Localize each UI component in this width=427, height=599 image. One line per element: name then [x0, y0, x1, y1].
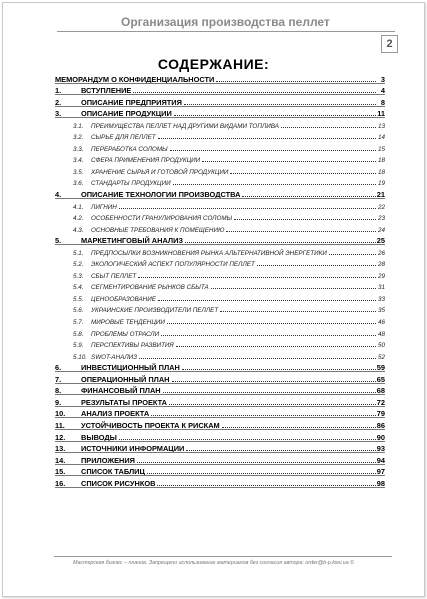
- toc-subsection-entry[interactable]: [55, 222, 385, 234]
- toc-section-entry[interactable]: [55, 442, 385, 454]
- toc-entry-label: ХРАНЕНИЕ СЫРЬЯ И ГОТОВОЙ ПРОДУКЦИИ: [91, 168, 229, 176]
- toc-section-entry[interactable]: [55, 407, 385, 419]
- toc-entry-number: 5.3.: [73, 272, 84, 280]
- toc-entry-label: ПРЕДПОСЫЛКИ ВОЗНИКНОВЕНИЯ РЫНКА АЛЬТЕРНАТИВНОЙ ЭНЕРГЕТИКИ: [91, 249, 327, 257]
- toc-section-entry[interactable]: [55, 384, 385, 396]
- toc-subsection-entry[interactable]: [55, 176, 385, 188]
- toc-entry-number: 6.: [55, 363, 62, 373]
- toc-entry-page: 33: [377, 295, 385, 303]
- toc-dot-leader: [119, 208, 376, 209]
- toc-subsection-entry[interactable]: [55, 164, 385, 176]
- footer-copyright: Мастерская бизнес – планов. Запрещено использование материалов без согласия автора: order@b-p.kiev.ua ©: [72, 560, 355, 566]
- toc-title: СОДЕРЖАНИЕ:: [157, 56, 270, 72]
- toc-dot-leader: [138, 277, 376, 278]
- toc-entry-page: 52: [377, 353, 385, 361]
- toc-dot-leader: [170, 150, 376, 151]
- toc-section-entry[interactable]: [55, 453, 385, 465]
- toc-entry-number: 8.: [55, 386, 62, 396]
- toc-entry-page: 4: [380, 86, 385, 96]
- toc-entry-page: 65: [376, 374, 385, 384]
- toc-entry-page: 59: [376, 363, 385, 373]
- toc-entry-page: 46: [377, 319, 385, 327]
- toc-entry-page: 31: [377, 284, 385, 292]
- toc-dot-leader: [158, 300, 376, 301]
- toc-entry-number: 5.9.: [73, 342, 84, 350]
- toc-section-entry[interactable]: [55, 84, 385, 96]
- toc-entry-label: СПИСОК РИСУНКОВ: [81, 478, 156, 488]
- toc-entry-label: УСТОЙЧИВОСТЬ ПРОЕКТА К РИСКАМ: [81, 420, 220, 430]
- toc-subsection-entry[interactable]: [55, 268, 385, 280]
- toc-dot-leader: [281, 127, 376, 128]
- toc-subsection-entry[interactable]: [55, 291, 385, 303]
- toc-section-entry[interactable]: [55, 187, 385, 199]
- toc-dot-leader: [230, 173, 376, 174]
- toc-entry-label: ПРИЛОЖЕНИЯ: [81, 455, 135, 465]
- toc-entry-label: СФЕРА ПРИМЕНЕНИЯ ПРОДУКЦИИ: [91, 157, 201, 165]
- toc-entry-number: 3.: [55, 109, 62, 119]
- toc-entry-label: ОСОБЕННОСТИ ГРАНУЛИРОВАНИЯ СОЛОМЫ: [91, 215, 233, 223]
- toc-section-entry[interactable]: [55, 72, 385, 84]
- toc-entry-number: 5.1.: [73, 249, 84, 257]
- toc-entry-page: 93: [376, 444, 385, 454]
- toc-subsection-entry[interactable]: [55, 338, 385, 350]
- toc-entry-number: 3.3.: [73, 145, 84, 153]
- toc-entry-number: 4.3.: [73, 226, 84, 234]
- toc-entry-number: 5.7.: [73, 319, 84, 327]
- toc-dot-leader: [182, 369, 376, 370]
- toc-subsection-entry[interactable]: [55, 211, 385, 223]
- toc-subsection-entry[interactable]: [55, 314, 385, 326]
- page-number: 2: [381, 35, 398, 53]
- table-of-contents: [55, 72, 385, 488]
- toc-dot-leader: [169, 404, 376, 405]
- toc-dot-leader: [173, 184, 376, 185]
- toc-entry-label: ПЕРЕРАБОТКА СОЛОМЫ: [91, 145, 168, 153]
- toc-entry-label: ОСНОВНЫЕ ТРЕБОВАНИЯ К ПОМЕЩЕНИЮ: [91, 226, 225, 234]
- toc-entry-number: 4.2.: [73, 215, 84, 223]
- toc-entry-number: 13.: [55, 444, 66, 454]
- toc-entry-page: 21: [376, 190, 385, 200]
- toc-entry-page: 79: [376, 409, 385, 419]
- toc-entry-page: 97: [376, 467, 385, 477]
- toc-entry-number: 5.8.: [73, 330, 84, 338]
- toc-entry-label: ОПИСАНИЕ ТЕХНОЛОГИИ ПРОИЗВОДСТВА: [81, 190, 241, 200]
- toc-entry-number: 3.1.: [73, 122, 84, 130]
- toc-entry-label: ОПИСАНИЕ ПРЕДПРИЯТИЯ: [81, 97, 182, 107]
- toc-entry-number: 5.: [55, 236, 62, 246]
- toc-dot-leader: [133, 92, 376, 93]
- toc-entry-number: 2.: [55, 97, 62, 107]
- toc-entry-label: ЭКОЛОГИЧЕСКИЙ АСПЕКТ ПОПУЛЯРНОСТИ ПЕЛЛЕТ: [91, 261, 255, 269]
- toc-entry-label: РЕЗУЛЬТАТЫ ПРОЕКТА: [81, 397, 167, 407]
- toc-subsection-entry[interactable]: [55, 130, 385, 142]
- toc-entry-page: 19: [377, 180, 385, 188]
- toc-entry-number: 5.10.: [73, 353, 88, 361]
- toc-entry-page: 3: [380, 74, 385, 84]
- document-header-title: Организация производства пеллет: [121, 15, 330, 29]
- toc-entry-label: ПРОБЛЕМЫ ОТРАСЛИ: [91, 330, 160, 338]
- toc-entry-label: ОПИСАНИЕ ПРОДУКЦИИ: [81, 109, 172, 119]
- footer-divider: [54, 556, 392, 557]
- toc-dot-leader: [220, 311, 376, 312]
- toc-entry-page: 94: [376, 455, 385, 465]
- toc-entry-number: 15.: [55, 467, 66, 477]
- toc-entry-label: МЕМОРАНДУМ О КОНФИДЕНЦИАЛЬНОСТИ: [55, 74, 215, 84]
- toc-entry-page: 28: [377, 261, 385, 269]
- toc-entry-label: ОПЕРАЦИОННЫЙ ПЛАН: [81, 374, 170, 384]
- toc-dot-leader: [158, 138, 376, 139]
- toc-subsection-entry[interactable]: [55, 199, 385, 211]
- toc-subsection-entry[interactable]: [55, 153, 385, 165]
- toc-entry-number: 4.: [55, 190, 62, 200]
- toc-dot-leader: [329, 254, 376, 255]
- toc-entry-label: АНАЛИЗ ПРОЕКТА: [81, 409, 150, 419]
- toc-entry-label: ЦЕНООБРАЗОВАНИЕ: [91, 295, 156, 303]
- toc-dot-leader: [147, 473, 376, 474]
- toc-entry-page: 29: [377, 272, 385, 280]
- toc-entry-page: 72: [376, 397, 385, 407]
- toc-section-entry[interactable]: [55, 430, 385, 442]
- toc-entry-label: СЫРЬЕ ДЛЯ ПЕЛЛЕТ: [91, 134, 156, 142]
- toc-entry-page: 48: [377, 330, 385, 338]
- toc-entry-number: 3.2.: [73, 134, 84, 142]
- toc-subsection-entry[interactable]: [55, 280, 385, 292]
- toc-entry-number: 5.2.: [73, 261, 84, 269]
- toc-dot-leader: [257, 265, 376, 266]
- toc-dot-leader: [234, 219, 376, 220]
- toc-entry-page: 18: [377, 157, 385, 165]
- toc-subsection-entry[interactable]: [55, 326, 385, 338]
- toc-dot-leader: [139, 358, 376, 359]
- toc-dot-leader: [216, 81, 376, 82]
- toc-entry-label: ПЕРСПЕКТИВЫ РАЗВИТИЯ: [91, 342, 174, 350]
- toc-dot-leader: [184, 104, 376, 105]
- toc-entry-number: 10.: [55, 409, 66, 419]
- toc-subsection-entry[interactable]: [55, 118, 385, 130]
- toc-entry-label: ИНВЕСТИЦИОННЫЙ ПЛАН: [81, 363, 180, 373]
- toc-entry-label: ВСТУПЛЕНИЕ: [81, 86, 132, 96]
- toc-section-entry[interactable]: [55, 95, 385, 107]
- toc-subsection-entry[interactable]: [55, 257, 385, 269]
- toc-subsection-entry[interactable]: [55, 141, 385, 153]
- toc-entry-label: МИРОВЫЕ ТЕНДЕНЦИИ: [91, 319, 165, 327]
- toc-dot-leader: [174, 115, 376, 116]
- toc-dot-leader: [226, 231, 376, 232]
- toc-entry-page: 26: [377, 249, 385, 257]
- toc-dot-leader: [172, 381, 376, 382]
- toc-entry-page: 18: [377, 168, 385, 176]
- toc-dot-leader: [137, 462, 376, 463]
- toc-entry-number: 11.: [55, 420, 65, 430]
- toc-dot-leader: [167, 323, 376, 324]
- toc-section-entry[interactable]: [55, 476, 385, 488]
- toc-subsection-entry[interactable]: [55, 349, 385, 361]
- toc-entry-number: 5.4.: [73, 284, 84, 292]
- toc-entry-number: 14.: [55, 455, 66, 465]
- toc-entry-page: 11: [377, 109, 385, 119]
- toc-entry-page: 98: [376, 478, 385, 488]
- toc-entry-label: СЕГМЕНТИРОВАНИЕ РЫНКОВ СБЫТА: [91, 284, 209, 292]
- toc-entry-number: 7.: [55, 374, 62, 384]
- toc-entry-number: 3.6.: [73, 180, 84, 188]
- toc-entry-number: 12.: [55, 432, 66, 442]
- toc-section-entry[interactable]: [55, 361, 385, 373]
- toc-entry-label: СПИСОК ТАБЛИЦ: [81, 467, 145, 477]
- toc-dot-leader: [151, 415, 376, 416]
- toc-entry-label: ПРЕИМУЩЕСТВА ПЕЛЛЕТ НАД ДРУГИМИ ВИДАМИ ТОПЛИВА: [91, 122, 279, 130]
- toc-entry-number: 5.6.: [73, 307, 84, 315]
- toc-section-entry[interactable]: [55, 234, 385, 246]
- toc-dot-leader: [176, 346, 376, 347]
- toc-entry-page: 15: [377, 145, 385, 153]
- toc-entry-number: 3.4.: [73, 157, 84, 165]
- toc-entry-number: 5.5.: [73, 295, 84, 303]
- toc-entry-page: 86: [376, 420, 385, 430]
- toc-entry-page: 8: [380, 97, 385, 107]
- toc-dot-leader: [222, 427, 376, 428]
- toc-entry-page: 90: [376, 432, 385, 442]
- toc-subsection-entry[interactable]: [55, 303, 385, 315]
- toc-dot-leader: [163, 392, 376, 393]
- toc-entry-page: 50: [377, 342, 385, 350]
- toc-entry-label: УКРАИНСКИЕ ПРОИЗВОДИТЕЛИ ПЕЛЛЕТ: [91, 307, 219, 315]
- toc-dot-leader: [119, 439, 376, 440]
- toc-entry-label: SWOT-АНАЛИЗ: [91, 353, 138, 361]
- toc-entry-label: ВЫВОДЫ: [81, 432, 117, 442]
- toc-entry-page: 22: [377, 203, 385, 211]
- toc-entry-page: 13: [377, 122, 385, 130]
- toc-entry-number: 9.: [55, 397, 62, 407]
- toc-entry-label: ФИНАНСОВЫЙ ПЛАН: [81, 386, 161, 396]
- toc-entry-number: 4.1.: [73, 203, 84, 211]
- toc-dot-leader: [211, 288, 376, 289]
- toc-section-entry[interactable]: [55, 418, 385, 430]
- toc-entry-label: ЛИГНИН: [91, 203, 117, 211]
- header-divider: [57, 31, 395, 32]
- toc-dot-leader: [157, 485, 375, 486]
- toc-section-entry[interactable]: [55, 372, 385, 384]
- toc-dot-leader: [242, 196, 375, 197]
- toc-entry-page: 23: [377, 215, 385, 223]
- toc-entry-label: ИСТОЧНИКИ ИНФОРМАЦИИ: [81, 444, 185, 454]
- toc-entry-number: 1.: [55, 86, 62, 96]
- toc-dot-leader: [185, 242, 376, 243]
- toc-entry-page: 14: [377, 134, 385, 142]
- toc-section-entry[interactable]: [55, 395, 385, 407]
- toc-entry-label: МАРКЕТИНГОВЫЙ АНАЛИЗ: [81, 236, 184, 246]
- toc-entry-page: 25: [376, 236, 385, 246]
- toc-dot-leader: [186, 450, 375, 451]
- toc-entry-page: 35: [377, 307, 385, 315]
- toc-entry-number: 16.: [55, 478, 66, 488]
- toc-section-entry[interactable]: [55, 107, 385, 119]
- toc-entry-page: 24: [377, 226, 385, 234]
- toc-entry-number: 3.5.: [73, 168, 84, 176]
- toc-subsection-entry[interactable]: [55, 245, 385, 257]
- toc-entry-label: СБЫТ ПЕЛЛЕТ: [91, 272, 137, 280]
- toc-entry-page: 68: [376, 386, 385, 396]
- toc-section-entry[interactable]: [55, 465, 385, 477]
- toc-entry-label: СТАНДАРТЫ ПРОДУКЦИИ: [91, 180, 171, 188]
- toc-dot-leader: [202, 161, 376, 162]
- toc-dot-leader: [161, 335, 376, 336]
